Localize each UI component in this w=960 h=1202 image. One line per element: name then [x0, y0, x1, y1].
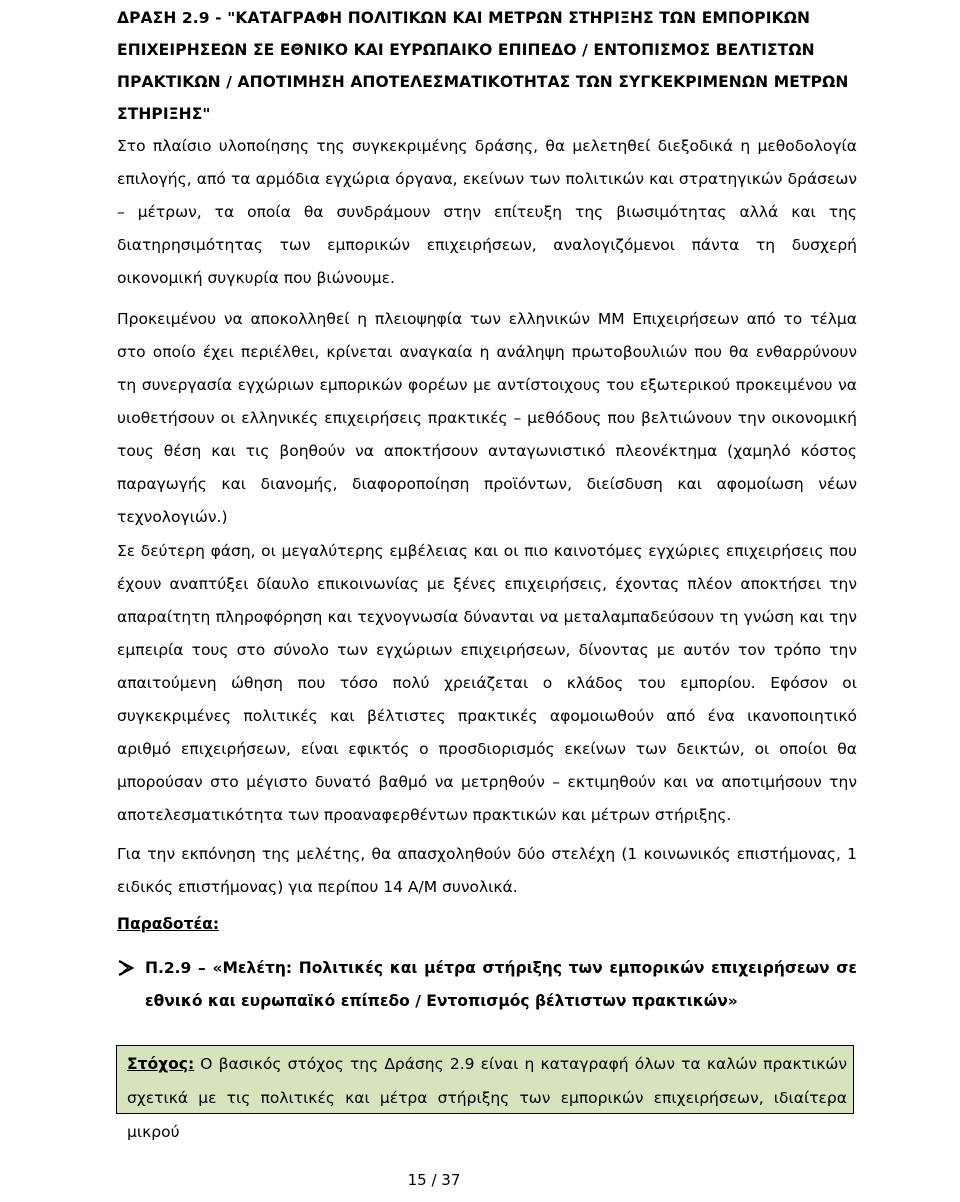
- goal-label: Στόχος:: [127, 1055, 195, 1073]
- arrow-bullet-icon: [117, 954, 135, 982]
- paragraph-smes: Προκειμένου να αποκολληθεί η πλειοψηφία των ελληνικών ΜΜ Επιχειρήσεων από το τέλμα στο οποίο έχει περιέλθει, κρίνεται αναγκαία η ανάληψη πρωτοβουλιών που θα ενθαρρύνουν τη συνεργασία εγχώριων εμπορικών φορέων με αντίστοιχους του εξωτερικού προκειμένου να υιοθετήσουν οι ελληνικές επιχειρήσεις πρακτικές – μεθόδους που βελτιώνουν την οικονομική τους θέση και τις βοηθούν να αποκτήσουν ανταγωνιστικό πλεονέκτημα (χαμηλό κόστος παραγωγής και διανομής, διαφοροποίηση προϊόντων, διείσδυση και αφομοίωση νέων τεχνολογιών.): [117, 310, 857, 526]
- paragraph-staffing: Για την εκπόνηση της μελέτης, θα απασχοληθούν δύο στελέχη (1 κοινωνικός επιστήμονας, 1 ειδικός επιστήμονας) για περίπου 14 Α/Μ συνολικά.: [117, 845, 857, 896]
- goal-box: [116, 1045, 854, 1141]
- deliverables-title: Παραδοτέα:: [117, 915, 220, 933]
- goal-text: Ο βασικός στόχος της Δράσης 2.9 είναι η καταγραφή όλων τα καλών πρακτικών σχετικά με τις πολιτικές και μέτρα στήριξης των εμπορικών επιχειρήσεων, ιδιαίτερα μικρού: [127, 1055, 847, 1141]
- deliverable-text: Π.2.9 – «Μελέτη: Πολιτικές και μέτρα στήριξης των εμπορικών επιχειρήσεων σε εθνικό και ευρωπαϊκό επίπεδο / Εντοπισμός βέλτιστων πρακτικών»: [145, 959, 857, 1010]
- paragraph-intro: Στο πλαίσιο υλοποίησης της συγκεκριμένης δράσης, θα μελετηθεί διεξοδικά η μεθοδολογία επιλογής, από τα αρμόδια εγχώρια όργανα, εκείνων των πολιτικών και στρατηγικών δράσεων – μέτρων, τα οποία θα συνδράμουν στην επίτευξη της βιωσιμότητας αλλά και της διατηρησιμότητας των εμπορικών επιχειρήσεων, αναλογιζόμενοι πάντα τη δυσχερή οικονομική συγκυρία που βιώνουμε.: [117, 137, 857, 287]
- paragraph-second-phase: Σε δεύτερη φάση, οι μεγαλύτερης εμβέλειας και οι πιο καινοτόμες εγχώριες επιχειρήσεις που έχουν αναπτύξει δίαυλο επικοινωνίας με ξένες επιχειρήσεις, έχοντας πλέον αποκτήσει την απαραίτητη πληροφόρηση και τεχνογνωσία δύνανται να μεταλαμπαδεύσουν τη γνώση και την εμπειρία τους στο σύνολο των εγχώριων επιχειρήσεων, δίνοντας με αυτόν τον τρόπο την απαιτούμενη ώθηση που τόσο πολύ χρειάζεται ο κλάδος του εμπορίου. Εφόσον οι συγκεκριμένες πολιτικές και βέλτιστες πρακτικές αφομοιωθούν από ένα ικανοποιητικό αριθμό επιχειρήσεων, είναι εφικτός ο προσδιορισμός εκείνων των δεικτών, οι οποίοι θα μπορούσαν στο μέγιστο δυνατό βαθμό να μετρηθούν – εκτιμηθούν και να αποτιμήσουν την αποτελεσματικότητα των προαναφερθέντων πρακτικών και μέτρων στήριξης.: [117, 542, 857, 824]
- section-heading: ΔΡΑΣΗ 2.9 - "ΚΑΤΑΓΡΑΦΗ ΠΟΛΙΤΙΚΩΝ ΚΑΙ ΜΕΤΡΩΝ ΣΤΗΡΙΞΗΣ ΤΩΝ ΕΜΠΟΡΙΚΩΝ ΕΠΙΧΕΙΡΗΣΕΩΝ ΣΕ ΕΘΝΙΚΟ ΚΑΙ ΕΥΡΩΠΑΙΚΟ ΕΠΙΠΕΔΟ / ΕΝΤΟΠΙΣΜΟΣ ΒΕΛΤΙΣΤΩΝ ΠΡΑΚΤΙΚΩΝ / ΑΠΟΤΙΜΗΣΗ ΑΠΟΤΕΛΕΣΜΑΤΙΚΟΤΗΤΑΣ ΤΩΝ ΣΥΓΚΕΚΡΙΜΕΝΩΝ ΜΕΤΡΩΝ ΣΤΗΡΙΞΗΣ": [117, 9, 849, 123]
- page-number: 15 / 37: [407, 1171, 461, 1189]
